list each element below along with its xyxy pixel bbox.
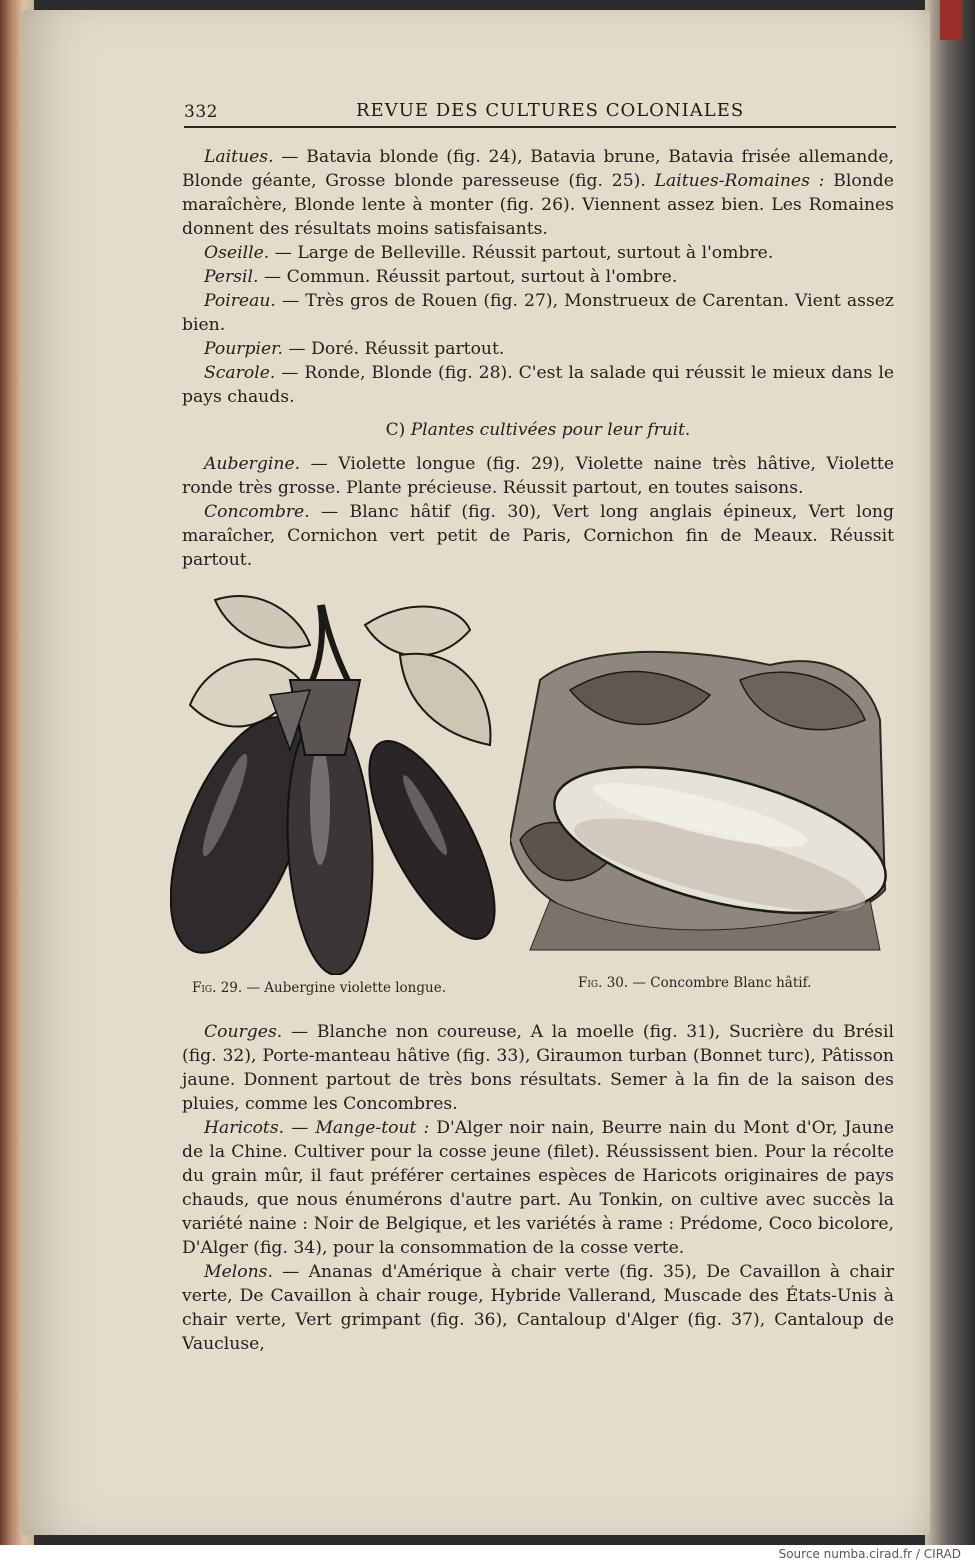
section-heading: C) Plantes cultivées pour leur fruit.: [385, 420, 691, 440]
text-block-top: [182, 145, 894, 409]
figure-30-caption: Fig. 30. — Concombre Blanc hâtif.: [578, 975, 812, 991]
paragraph-courges: Courges. — Blanche non coureuse, A la moelle (fig. 31), Sucrière du Brésil (fig. 32), Porte-manteau hâtive (fig. 33), Giraumon turban (Bonnet turc), Pâtisson jaune. Donnent partout de très bons résultats. Semer à la fin de la saison des pluies, comme les Concombres.: [182, 1022, 894, 1114]
paragraph-melons: Melons. — Ananas d'Amérique à chair verte (fig. 35), De Cavaillon à chair verte, De Cavaillon à chair rouge, Hybride Vallerand, Muscade des États-Unis à chair verte, Vert grimpant (fig. 36), Cantaloup d'Alger (fig. 37), Cantaloup de Vaucluse,: [182, 1262, 894, 1354]
page-number: 332: [184, 102, 218, 122]
book-right-edge: [925, 0, 975, 1545]
paragraph-oseille: Oseille. — Large de Belleville. Réussit partout, surtout à l'ombre.: [204, 243, 774, 263]
paragraph-persil: Persil. — Commun. Réussit partout, surtout à l'ombre.: [204, 267, 678, 287]
eggplant-illustration: [170, 585, 500, 975]
paragraph-concombre: Concombre. — Blanc hâtif (fig. 30), Vert long anglais épineux, Vert long maraîcher, Cornichon vert petit de Paris, Cornichon fin de Meaux. Réussit partout.: [182, 502, 894, 570]
paragraph-haricots: Haricots. — Mange-tout : D'Alger noir nain, Beurre nain du Mont d'Or, Jaune de la Chine. Cultiver pour la cosse jeune (filet). Réussissent bien. Pour la récolte du grain mûr, il faut préférer certaines espèces de Haricots originaires de pays chauds, que nous énumérons d'autre part. Au Tonkin, on cultive avec succès la variété naine : Noir de Belgique, et les variétés à rame : Prédome, Coco bicolore, D'Alger (fig. 34), pour la consommation de la cosse verte.: [182, 1118, 894, 1258]
text-block-mid: [182, 452, 894, 572]
running-title: REVUE DES CULTURES COLONIALES: [356, 100, 745, 121]
text-block-bottom: [182, 1020, 894, 1356]
source-credit: Source numba.cirad.fr / CIRAD: [778, 1547, 961, 1561]
page-header: [184, 100, 896, 128]
cucumber-illustration: [510, 640, 895, 970]
bookmark-ribbon: [940, 0, 962, 40]
paragraph-poireau: Poireau. — Très gros de Rouen (fig. 27), Monstrueux de Carentan. Vient assez bien.: [182, 291, 894, 335]
paragraph-pourpier: Pourpier. — Doré. Réussit partout.: [204, 339, 505, 359]
figure-29-caption: Fig. 29. — Aubergine violette longue.: [192, 980, 446, 996]
paragraph-scarole: Scarole. — Ronde, Blonde (fig. 28). C'est la salade qui réussit le mieux dans le pays chauds.: [182, 363, 894, 407]
paragraph-laitues: Laitues. — Batavia blonde (fig. 24), Batavia brune, Batavia frisée allemande, Blonde géante, Grosse blonde paresseuse (fig. 25). Laitues-Romaines : Blonde maraîchère, Blonde lente à monter (fig. 26). Viennent assez bien. Les Romaines donnent des résultats moins satisfaisants.: [182, 147, 894, 239]
paragraph-aubergine: Aubergine. — Violette longue (fig. 29), Violette naine très hâtive, Violette ronde très grosse. Plante précieuse. Réussit partout, en toutes saisons.: [182, 454, 894, 498]
